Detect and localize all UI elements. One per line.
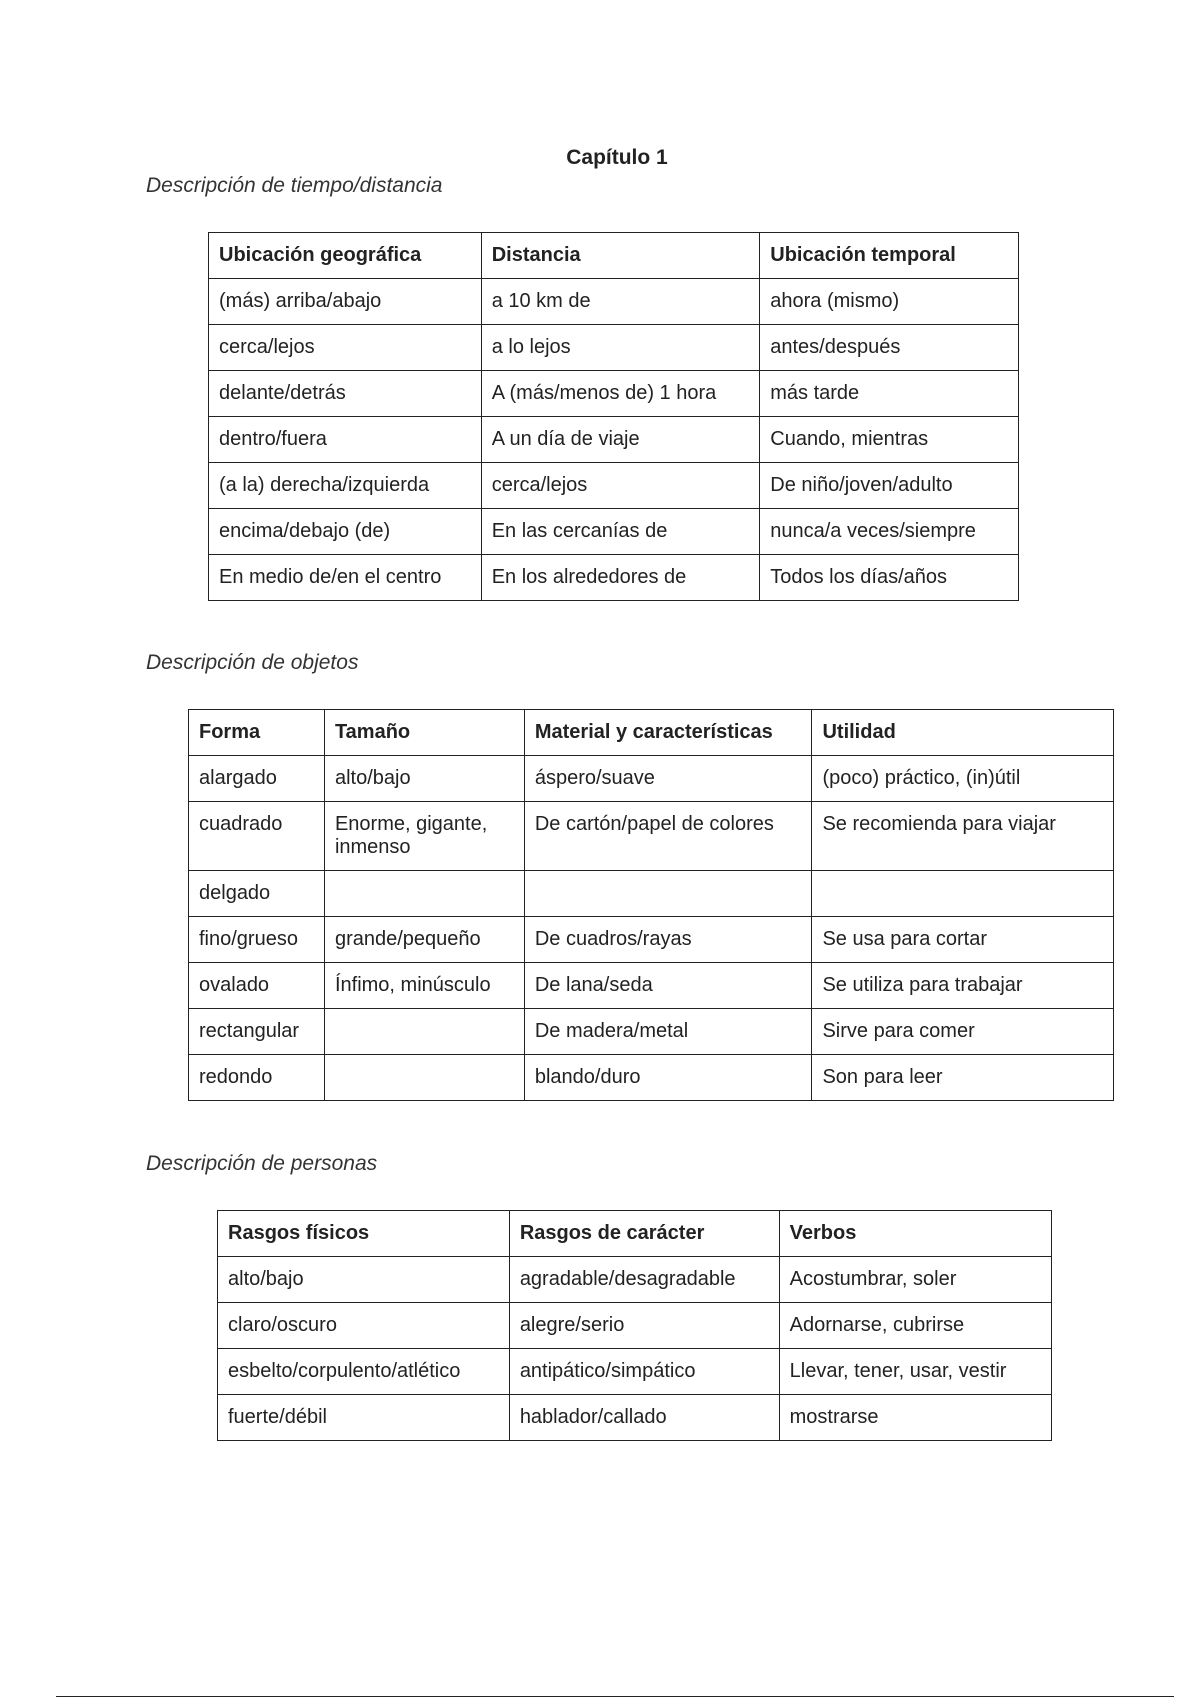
column-header: Utilidad — [812, 710, 1114, 756]
table-cell: grande/pequeño — [324, 917, 524, 963]
table-header-row — [189, 710, 1114, 756]
table-cell: alegre/serio — [509, 1303, 779, 1349]
table-cell: claro/oscuro — [218, 1303, 510, 1349]
table-cell: Todos los días/años — [760, 555, 1019, 601]
table-cell: blando/duro — [524, 1055, 812, 1101]
table-cell: Acostumbrar, soler — [779, 1257, 1051, 1303]
section-heading-time-distance: Descripción de tiempo/distancia — [146, 174, 443, 197]
table-cell: Enorme, gigante, inmenso — [324, 802, 524, 871]
table-cell: Son para leer — [812, 1055, 1114, 1101]
table-cell — [324, 1009, 524, 1055]
table-row — [209, 463, 1019, 509]
table-row — [189, 802, 1114, 871]
table-cell: a lo lejos — [481, 325, 760, 371]
table-cell — [524, 871, 812, 917]
table-cell: delgado — [189, 871, 325, 917]
table-cell: A (más/menos de) 1 hora — [481, 371, 760, 417]
table-cell: En los alrededores de — [481, 555, 760, 601]
table-cell: fino/grueso — [189, 917, 325, 963]
table-row — [209, 555, 1019, 601]
table-cell: cerca/lejos — [481, 463, 760, 509]
table-row — [209, 371, 1019, 417]
page-title: Capítulo 1 — [566, 146, 668, 169]
table-cell: mostrarse — [779, 1395, 1051, 1441]
table-cell — [812, 871, 1114, 917]
column-header: Distancia — [481, 233, 760, 279]
footer-rule — [56, 1696, 1174, 1697]
column-header: Verbos — [779, 1211, 1051, 1257]
table-row — [218, 1349, 1052, 1395]
table-cell: antipático/simpático — [509, 1349, 779, 1395]
table-cell: En las cercanías de — [481, 509, 760, 555]
table-row — [189, 917, 1114, 963]
column-header: Rasgos de carácter — [509, 1211, 779, 1257]
time-distance-table — [208, 232, 1019, 601]
table-row — [189, 871, 1114, 917]
table-cell: alto/bajo — [324, 756, 524, 802]
table-cell: A un día de viaje — [481, 417, 760, 463]
section-heading-people: Descripción de personas — [146, 1152, 378, 1175]
table-cell: Se recomienda para viajar — [812, 802, 1114, 871]
table-row — [189, 1009, 1114, 1055]
table-cell: áspero/suave — [524, 756, 812, 802]
table-cell: fuerte/débil — [218, 1395, 510, 1441]
table-header-row — [209, 233, 1019, 279]
table-cell: (más) arriba/abajo — [209, 279, 482, 325]
table-cell: De madera/metal — [524, 1009, 812, 1055]
table-cell: En medio de/en el centro — [209, 555, 482, 601]
table-cell: encima/debajo (de) — [209, 509, 482, 555]
table-cell — [324, 871, 524, 917]
table-row — [209, 325, 1019, 371]
table-cell: De cartón/papel de colores — [524, 802, 812, 871]
table-cell: agradable/desagradable — [509, 1257, 779, 1303]
column-header: Material y características — [524, 710, 812, 756]
table-row — [189, 756, 1114, 802]
table-cell: Sirve para comer — [812, 1009, 1114, 1055]
table-row — [209, 509, 1019, 555]
table-cell: cerca/lejos — [209, 325, 482, 371]
column-header: Ubicación temporal — [760, 233, 1019, 279]
table-cell: alto/bajo — [218, 1257, 510, 1303]
table-cell: rectangular — [189, 1009, 325, 1055]
table-cell: Llevar, tener, usar, vestir — [779, 1349, 1051, 1395]
table-cell: (a la) derecha/izquierda — [209, 463, 482, 509]
table-cell: Se usa para cortar — [812, 917, 1114, 963]
table-header-row — [218, 1211, 1052, 1257]
table-cell: nunca/a veces/siempre — [760, 509, 1019, 555]
table-cell: antes/después — [760, 325, 1019, 371]
section-heading-objects: Descripción de objetos — [146, 651, 359, 674]
table-row — [189, 963, 1114, 1009]
column-header: Ubicación geográfica — [209, 233, 482, 279]
table-cell: dentro/fuera — [209, 417, 482, 463]
table-cell: cuadrado — [189, 802, 325, 871]
table-cell: De niño/joven/adulto — [760, 463, 1019, 509]
objects-table — [188, 709, 1114, 1101]
table-cell: esbelto/corpulento/atlético — [218, 1349, 510, 1395]
table-row — [218, 1395, 1052, 1441]
column-header: Tamaño — [324, 710, 524, 756]
table-cell: redondo — [189, 1055, 325, 1101]
table-cell: hablador/callado — [509, 1395, 779, 1441]
table-row — [189, 1055, 1114, 1101]
table-row — [209, 279, 1019, 325]
column-header: Rasgos físicos — [218, 1211, 510, 1257]
table-cell: Adornarse, cubrirse — [779, 1303, 1051, 1349]
table-cell: delante/detrás — [209, 371, 482, 417]
table-row — [209, 417, 1019, 463]
table-cell: De cuadros/rayas — [524, 917, 812, 963]
table-cell: Cuando, mientras — [760, 417, 1019, 463]
table-cell — [324, 1055, 524, 1101]
column-header: Forma — [189, 710, 325, 756]
table-cell: (poco) práctico, (in)útil — [812, 756, 1114, 802]
table-cell: alargado — [189, 756, 325, 802]
table-row — [218, 1257, 1052, 1303]
table-cell: Ínfimo, minúsculo — [324, 963, 524, 1009]
table-cell: más tarde — [760, 371, 1019, 417]
table-cell: ovalado — [189, 963, 325, 1009]
table-cell: ahora (mismo) — [760, 279, 1019, 325]
table-cell: De lana/seda — [524, 963, 812, 1009]
table-row — [218, 1303, 1052, 1349]
table-cell: Se utiliza para trabajar — [812, 963, 1114, 1009]
table-cell: a 10 km de — [481, 279, 760, 325]
people-table — [217, 1210, 1052, 1441]
